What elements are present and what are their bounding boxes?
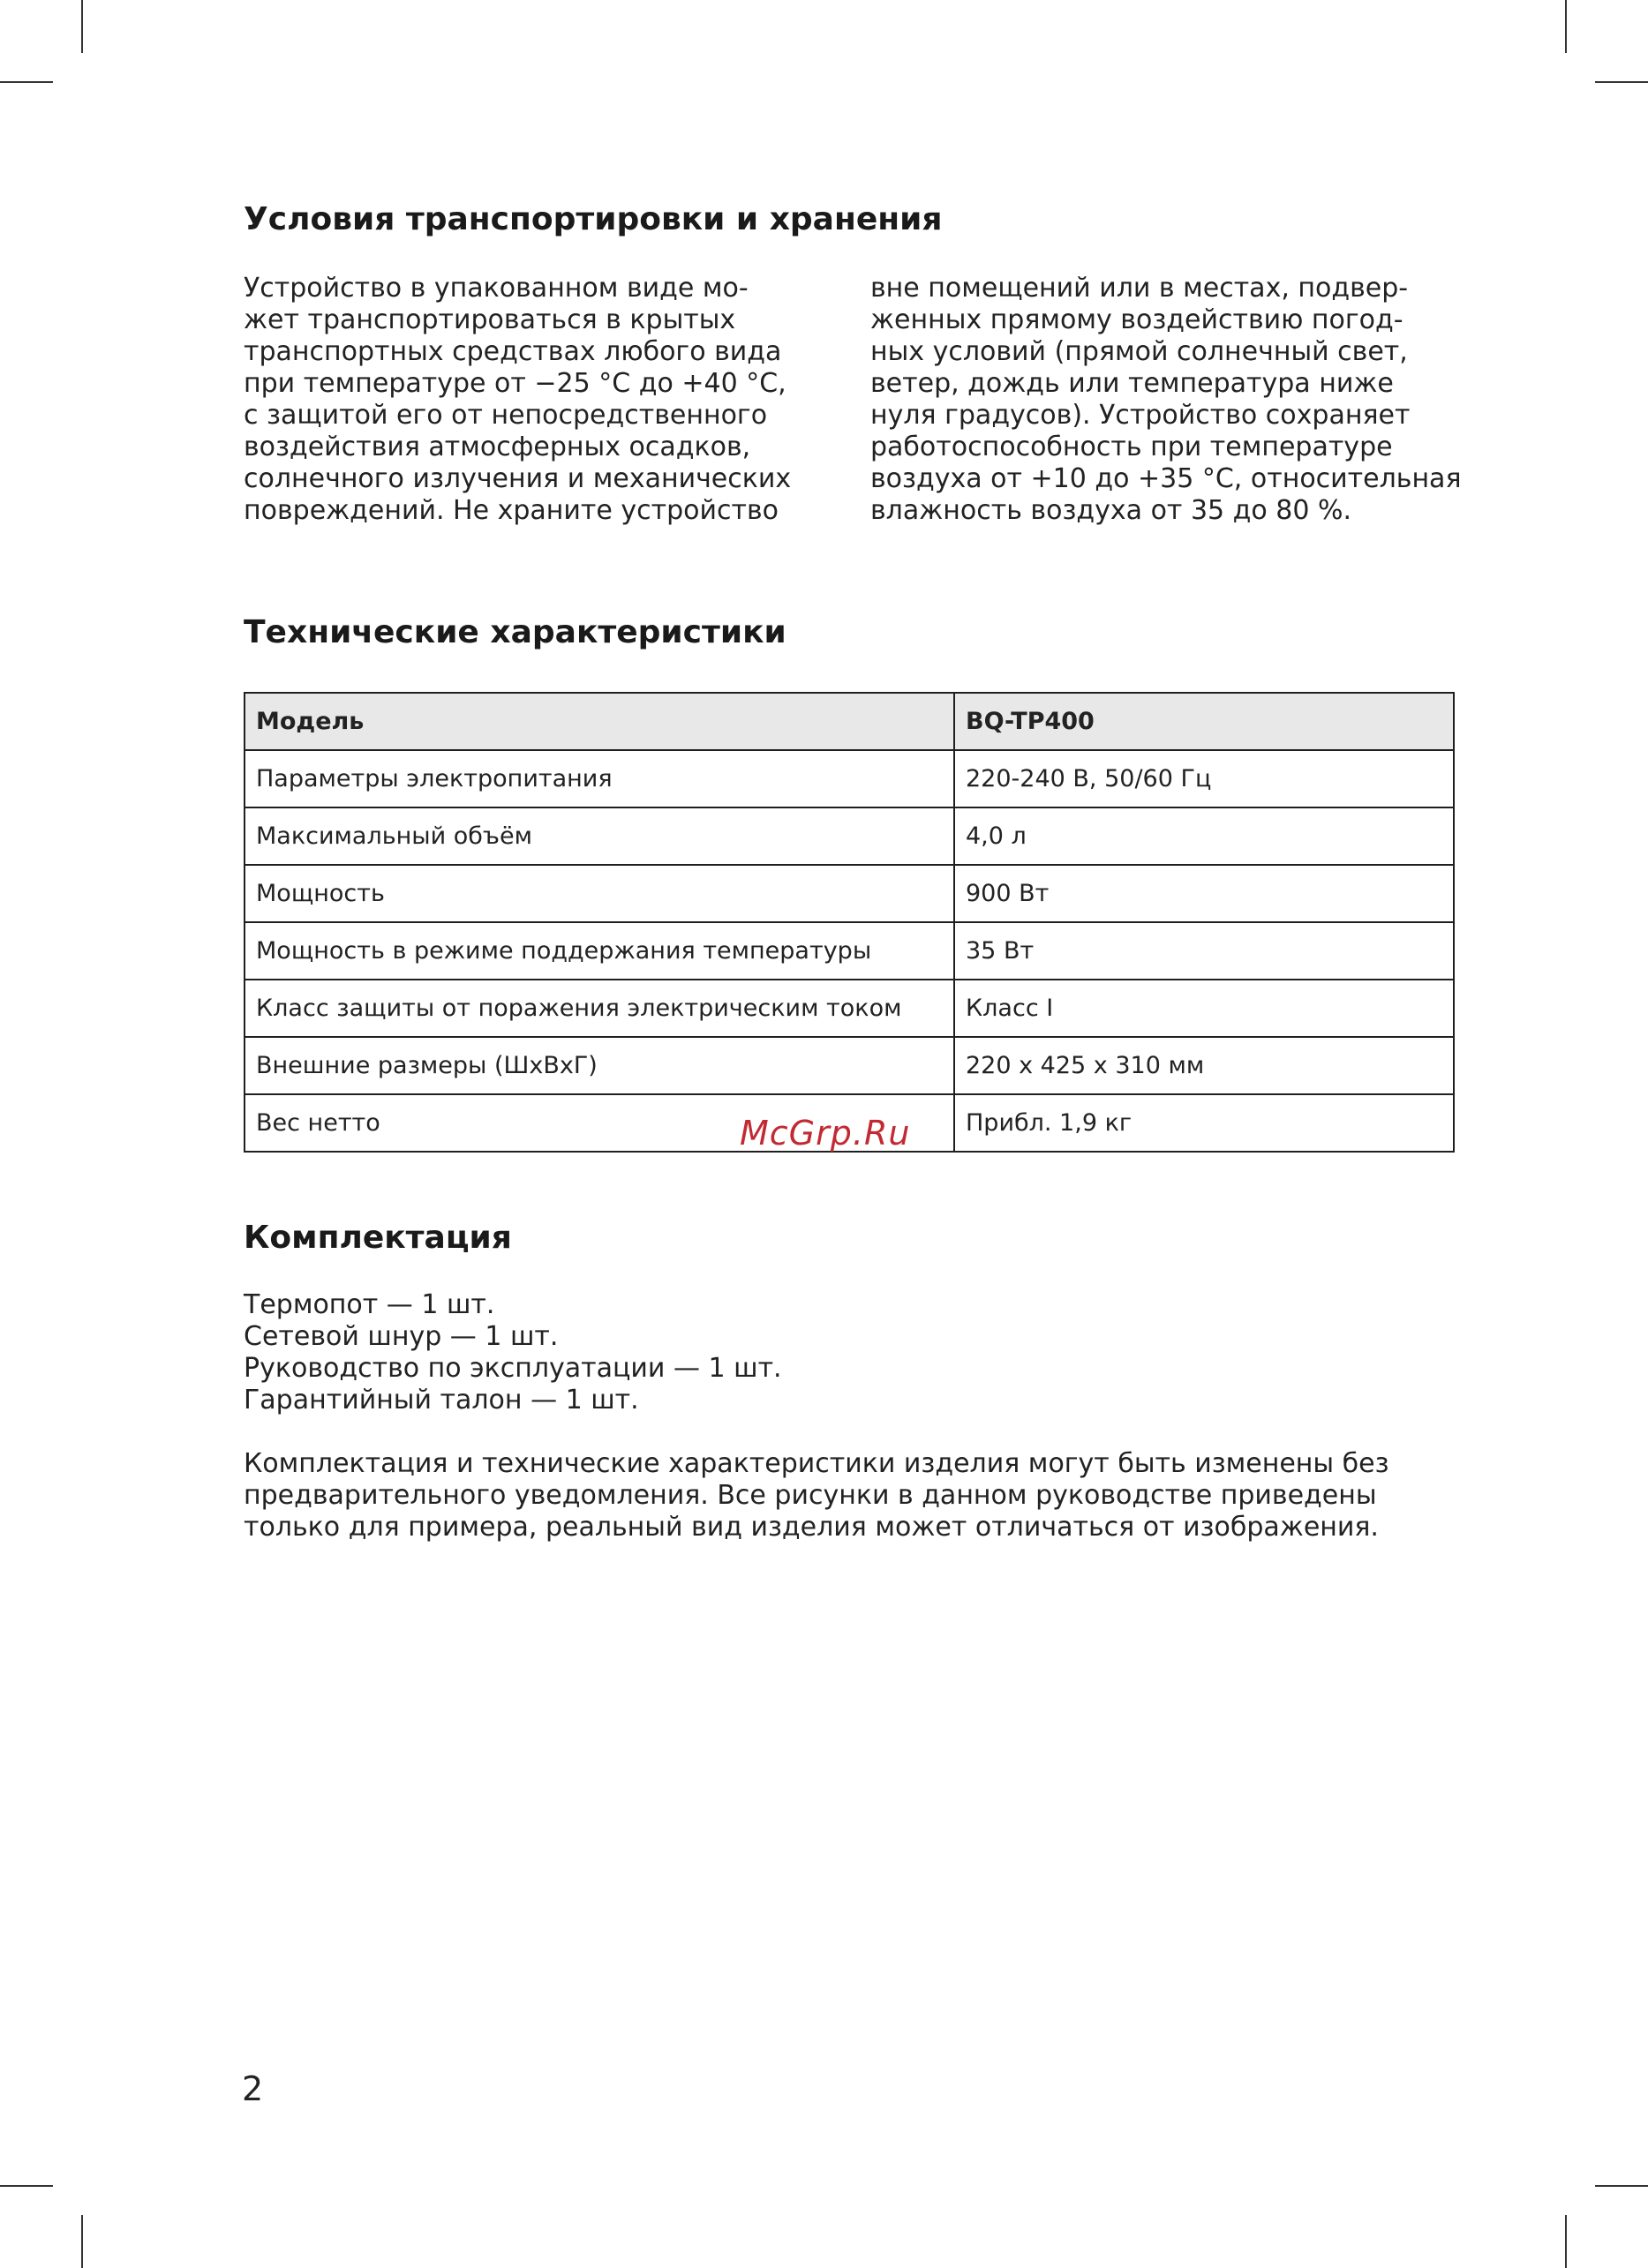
table-row [245, 865, 1454, 922]
table-row [245, 922, 1454, 980]
table-cell: 220 x 425 x 310 мм [954, 1037, 1454, 1094]
package-heading: Комплектация [244, 1220, 512, 1256]
table-cell: Прибл. 1,9 кг [954, 1094, 1454, 1152]
table-header-row [245, 693, 1454, 750]
specs-table [244, 692, 1455, 1153]
package-note: Комплектация и технические характеристики изделия могут быть изменены без предварительного уведомления. Все рисунки в данном руководстве приведены только для примера, реальный вид изделия может отличаться от изображения. [244, 1448, 1389, 1543]
crop-mark [1565, 2215, 1567, 2268]
storage-text-col2: вне помещений или в местах, подвер- женных прямому воздействию погод- ных условий (прямой солнечный свет, ветер, дождь или температура ниже нуля градусов). Устройство сохраняет работоспособность при температуре воздуха от +10 до +35 °С, относительная влажность воздуха от 35 до 80 %. [870, 273, 1462, 526]
table-cell: Вес нетто [245, 1094, 954, 1152]
table-cell: 900 Вт [954, 865, 1454, 922]
table-row [245, 1037, 1454, 1094]
table-cell: 35 Вт [954, 922, 1454, 980]
page-number: 2 [242, 2069, 264, 2108]
table-cell: Класс защиты от поражения электрическим током [245, 980, 954, 1037]
table-cell: 4,0 л [954, 807, 1454, 865]
crop-mark [0, 2185, 53, 2187]
table-cell: Внешние размеры (ШхВхГ) [245, 1037, 954, 1094]
table-cell: Максимальный объём [245, 807, 954, 865]
crop-mark [1595, 81, 1648, 83]
crop-mark [0, 81, 53, 83]
package-items: Термопот — 1 шт. Сетевой шнур — 1 шт. Руководство по эксплуатации — 1 шт. Гарантийный талон — 1 шт. [244, 1289, 782, 1416]
table-cell: 220-240 В, 50/60 Гц [954, 750, 1454, 807]
table-cell: Класс I [954, 980, 1454, 1037]
crop-mark [81, 0, 83, 53]
specs-heading: Технические характеристики [244, 614, 786, 650]
crop-mark [81, 2215, 83, 2268]
table-cell: Мощность в режиме поддержания температуры [245, 922, 954, 980]
storage-text-col1: Устройство в упакованном виде мо- жет транспортироваться в крытых транспортных средствах любого вида при температуре от −25 °С до +40 °С, с защитой его от непосредственного воздействия атмосферных осадков, солнечного излучения и механических повреждений. Не храните устройство [244, 273, 792, 526]
table-row [245, 980, 1454, 1037]
storage-heading: Условия транспортировки и хранения [244, 201, 943, 237]
table-row [245, 750, 1454, 807]
crop-mark [1565, 0, 1567, 53]
table-row [245, 807, 1454, 865]
table-cell: BQ-TP400 [954, 693, 1454, 750]
table-cell: Мощность [245, 865, 954, 922]
table-cell: Модель [245, 693, 954, 750]
watermark: McGrp.Ru [740, 1114, 911, 1153]
table-cell: Параметры электропитания [245, 750, 954, 807]
crop-mark [1595, 2185, 1648, 2187]
